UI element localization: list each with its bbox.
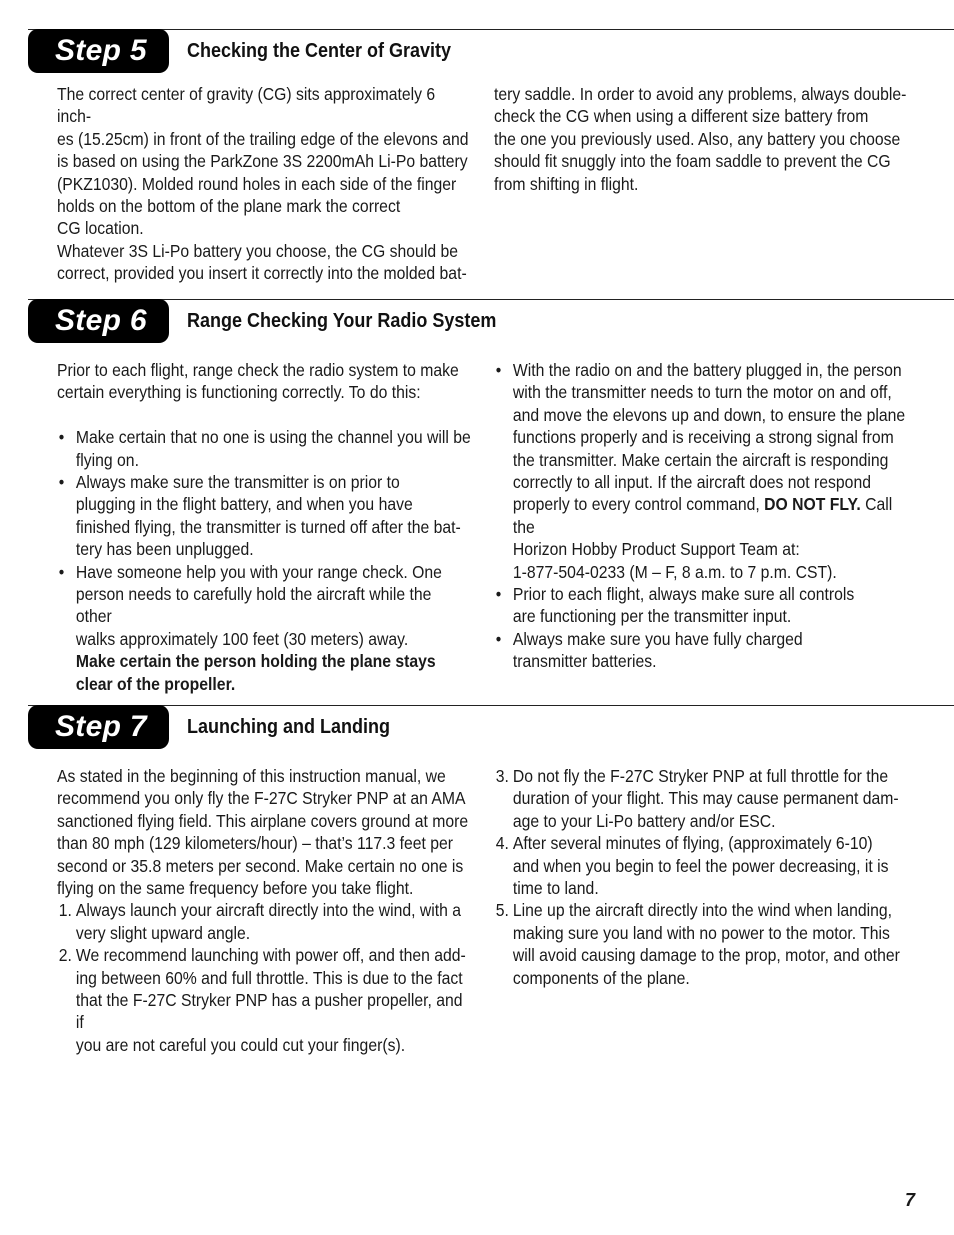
text-line: walks approximately 100 feet (30 meters) away. bbox=[75, 628, 409, 649]
page-number: 7 bbox=[905, 1190, 916, 1210]
text-line: Horizon Hobby Product Support Team at: bbox=[512, 539, 800, 560]
step-badge: Step 5 bbox=[28, 29, 169, 73]
text-line: very slight upward angle. bbox=[75, 922, 251, 943]
text-line: correctly to all input. If the aircraft does not respond bbox=[512, 472, 871, 493]
text-line: Make certain that no one is using the channel you will be bbox=[75, 427, 471, 448]
list-marker: 3. bbox=[495, 766, 509, 786]
list-item bbox=[57, 899, 471, 944]
text-line: tery saddle. In order to avoid any problems, always double- bbox=[494, 84, 907, 104]
text-line: with the transmitter needs to turn the motor on and off, bbox=[512, 382, 892, 403]
list-marker: • bbox=[58, 427, 65, 448]
list-item bbox=[57, 471, 471, 561]
text-line: Always make sure the transmitter is on prior to bbox=[75, 472, 400, 493]
text-line: components of the plane. bbox=[512, 967, 690, 988]
text-line: ing between 60% and full throttle. This is due to the fact bbox=[75, 967, 463, 988]
text-line: flying on the same frequency before you take flight. bbox=[57, 878, 414, 899]
step-badge: Step 7 bbox=[28, 705, 169, 749]
item-text: Call the bbox=[512, 494, 893, 537]
text-line: from shifting in flight. bbox=[494, 173, 639, 194]
list-item bbox=[494, 628, 908, 673]
text-line: plugging in the flight battery, and when you have bbox=[75, 494, 413, 515]
text-line: second or 35.8 meters per second. Make certain no one is bbox=[57, 855, 464, 876]
text-line: should fit snuggly into the foam saddle to prevent the CG bbox=[494, 151, 891, 172]
right-column bbox=[494, 359, 908, 673]
list-marker: 1. bbox=[58, 900, 72, 921]
text-line: Whatever 3S Li-Po battery you choose, the CG should be bbox=[57, 240, 458, 261]
text-line: sanctioned flying field. This airplane covers ground at more bbox=[57, 810, 469, 831]
text-line: finished flying, the transmitter is turned off after the bat- bbox=[75, 516, 461, 537]
section-rule bbox=[28, 705, 954, 706]
text-line: As stated in the beginning of this instruction manual, we bbox=[57, 766, 446, 786]
text-line: the transmitter. Make certain the aircraft is responding bbox=[512, 449, 889, 470]
text-line: The correct center of gravity (CG) sits approximately 6 inch- bbox=[57, 84, 436, 127]
numbered-list bbox=[57, 899, 471, 1056]
bullet-list bbox=[57, 426, 471, 695]
text-line: and when you begin to feel the power decreasing, it is bbox=[512, 855, 889, 876]
section-heading: Checking the Center of Gravity bbox=[187, 40, 452, 62]
step-badge: Step 6 bbox=[28, 299, 169, 343]
list-item bbox=[57, 561, 471, 695]
text-line: is based on using the ParkZone 3S 2200mAh Li-Po battery bbox=[57, 151, 468, 172]
text-line: Prior to each flight, always make sure all controls bbox=[512, 584, 855, 605]
text-line: With the radio on and the battery plugged in, the person bbox=[512, 360, 902, 380]
text-line: transmitter batteries. bbox=[512, 651, 657, 672]
intro-paragraph bbox=[57, 765, 471, 899]
right-column bbox=[494, 83, 908, 195]
text-line: you are not careful you could cut your finger(s). bbox=[75, 1034, 406, 1055]
text-line: Always make sure you have fully charged bbox=[512, 628, 803, 649]
list-item bbox=[57, 426, 471, 471]
text-line: tery has been unplugged. bbox=[75, 539, 254, 560]
list-item bbox=[494, 583, 908, 628]
intro-paragraph bbox=[57, 359, 471, 404]
text-line: Always launch your aircraft directly into the wind, with a bbox=[75, 900, 462, 921]
list-marker: • bbox=[495, 628, 502, 649]
text-line: person needs to carefully hold the aircraft while the other bbox=[75, 584, 432, 627]
text-line: After several minutes of flying, (approximately 6-10) bbox=[512, 833, 873, 854]
list-marker: • bbox=[58, 472, 65, 493]
text-line: We recommend launching with power off, and then add- bbox=[75, 945, 466, 966]
bullet-marker: • bbox=[495, 360, 502, 380]
text-line: certain everything is functioning correctly. To do this: bbox=[57, 382, 421, 403]
list-item bbox=[494, 359, 908, 583]
numbered-list bbox=[494, 765, 908, 989]
text-line: CG location. bbox=[57, 218, 144, 239]
text-line: check the CG when using a different size battery from bbox=[494, 106, 869, 127]
left-column bbox=[57, 359, 471, 695]
text-line: the one you previously used. Also, any battery you choose bbox=[494, 128, 901, 149]
text-line: correct, provided you insert it correctly into the molded bat- bbox=[57, 263, 467, 284]
list-marker: 2. bbox=[58, 945, 72, 966]
text-line: holds on the bottom of the plane mark the correct bbox=[57, 196, 401, 217]
text-line: and move the elevons up and down, to ensure the plane bbox=[512, 404, 906, 425]
text-line: Do not fly the F-27C Stryker PNP at full throttle for the bbox=[512, 766, 889, 786]
item-text: properly to every control command, bbox=[512, 494, 765, 515]
warning-text: DO NOT FLY. bbox=[764, 494, 861, 515]
text-line: time to land. bbox=[512, 878, 599, 899]
text-line: Line up the aircraft directly into the wind when landing, bbox=[512, 900, 893, 921]
text-line: are functioning per the transmitter input. bbox=[512, 606, 792, 627]
section-rule bbox=[28, 29, 954, 30]
text-line: clear of the propeller. bbox=[75, 673, 236, 694]
list-marker: 4. bbox=[495, 833, 509, 854]
list-item bbox=[494, 832, 908, 899]
text-line: (PKZ1030). Molded round holes in each side of the finger bbox=[57, 173, 457, 194]
text-line: than 80 mph (129 kilometers/hour) – that’s 117.3 feet per bbox=[57, 833, 454, 854]
list-item bbox=[494, 765, 908, 832]
text-line: Have someone help you with your range check. One bbox=[75, 561, 442, 582]
left-column bbox=[57, 83, 471, 285]
text-line: 1-877-504-0233 (M – F, 8 a.m. to 7 p.m. CST). bbox=[512, 561, 837, 582]
bullet-list bbox=[494, 583, 908, 673]
list-marker: • bbox=[495, 584, 502, 605]
section-rule bbox=[28, 299, 954, 300]
list-item bbox=[57, 944, 471, 1056]
bullet-list bbox=[494, 359, 908, 583]
list-marker: 5. bbox=[495, 900, 509, 921]
section-heading: Launching and Landing bbox=[187, 716, 390, 738]
text-line: functions properly and is receiving a strong signal from bbox=[512, 427, 894, 448]
section-heading: Range Checking Your Radio System bbox=[187, 310, 497, 332]
text-line: Prior to each flight, range check the radio system to make bbox=[57, 360, 459, 380]
text-line: making sure you land with no power to the motor. This bbox=[512, 922, 890, 943]
text-line: will avoid causing damage to the prop, motor, and other bbox=[512, 945, 900, 966]
text-line: that the F-27C Stryker PNP has a pusher propeller, and if bbox=[75, 990, 463, 1033]
text-line: es (15.25cm) in front of the trailing edge of the elevons and bbox=[57, 128, 469, 149]
right-column bbox=[494, 765, 908, 989]
left-column bbox=[57, 765, 471, 1056]
text-line: Make certain the person holding the plane stays bbox=[75, 651, 436, 672]
text-line: duration of your flight. This may cause permanent dam- bbox=[512, 788, 899, 809]
text-line: flying on. bbox=[75, 449, 139, 470]
list-marker: • bbox=[58, 561, 65, 582]
text-line: age to your Li-Po battery and/or ESC. bbox=[512, 810, 776, 831]
list-item bbox=[494, 899, 908, 989]
text-line: recommend you only fly the F-27C Stryker PNP at an AMA bbox=[57, 788, 466, 809]
